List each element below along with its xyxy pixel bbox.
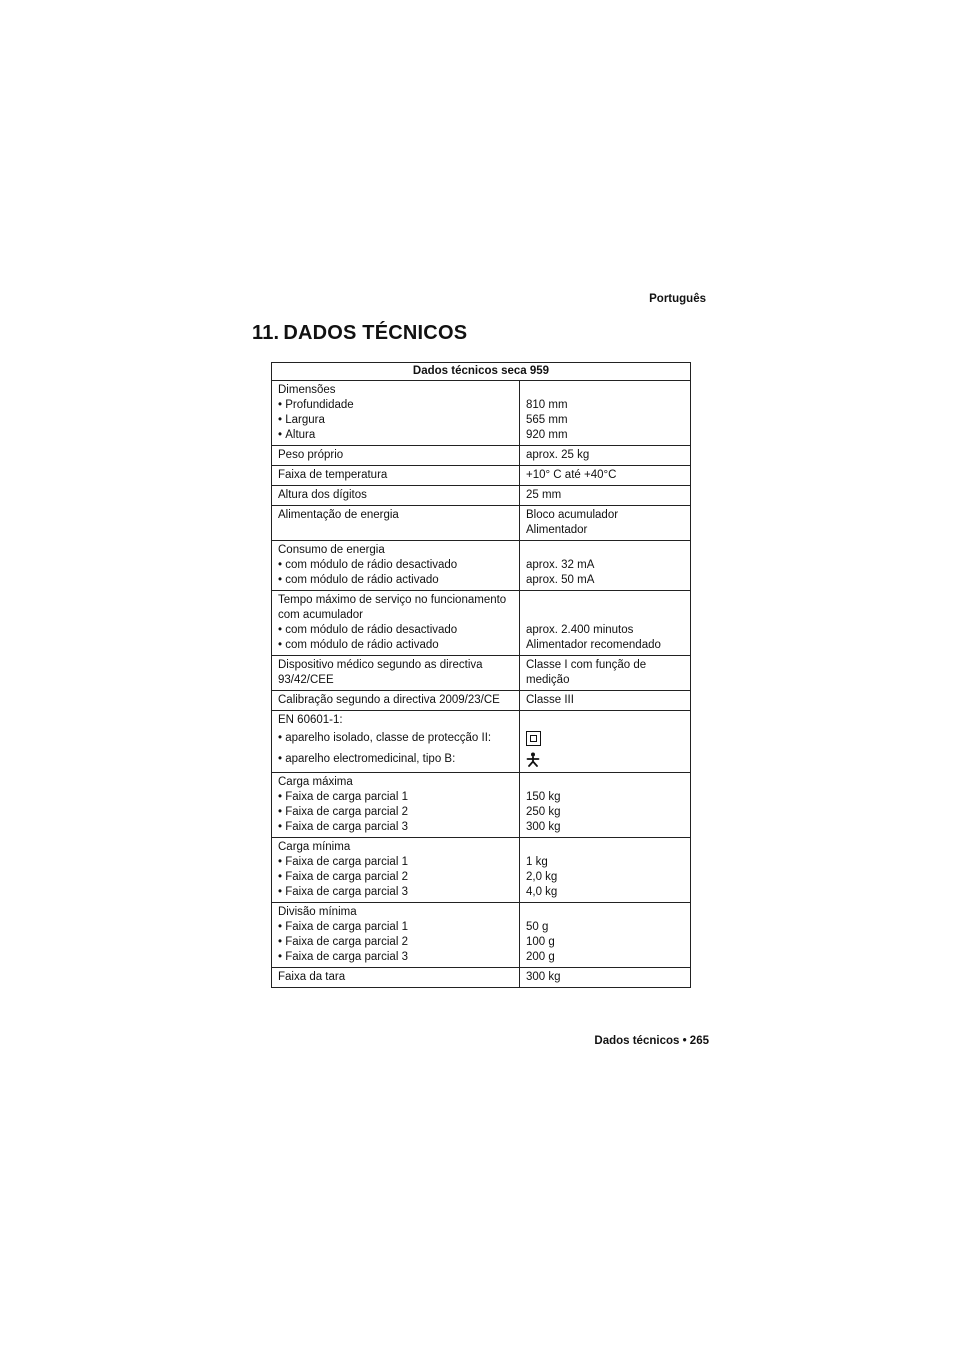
row-value-text: 300 kg [526, 821, 561, 833]
row-label [272, 591, 520, 656]
table-row-digitos [272, 486, 691, 506]
row-item: • aparelho isolado, classe de protecção II: [278, 728, 513, 749]
row-item: • Profundidade [278, 398, 513, 413]
row-value-text: 250 kg [526, 806, 561, 818]
row-label [272, 838, 520, 903]
row-item: • com módulo de rádio desactivado [278, 558, 513, 573]
row-value [520, 838, 691, 903]
table-row-tara [272, 968, 691, 988]
row-value-text: 2,0 kg [526, 871, 558, 883]
section-number: 11. [252, 322, 280, 344]
table-row-carga-maxima [272, 773, 691, 838]
row-item: • Faixa de carga parcial 1 [278, 855, 513, 870]
row-item: • Faixa de carga parcial 2 [278, 935, 513, 950]
table-row-calibracao [272, 691, 691, 711]
row-value-text: 810 mm [526, 399, 568, 411]
row-item: • Largura [278, 413, 513, 428]
row-item: • Faixa de carga parcial 2 [278, 870, 513, 885]
row-label-text: Carga mínima [278, 841, 351, 853]
row-item: • com módulo de rádio activado [278, 573, 513, 588]
row-item: • Faixa de carga parcial 1 [278, 920, 513, 935]
row-value [520, 656, 691, 691]
row-value-text: 200 g [526, 951, 555, 963]
row-value-text: 920 mm [526, 429, 568, 441]
row-item: • Altura [278, 428, 513, 443]
row-label [272, 381, 520, 446]
row-label [272, 711, 520, 773]
row-label-text: Dispositivo médico segundo as directiva [278, 659, 483, 671]
row-label-text: Consumo de energia [278, 544, 385, 556]
row-item: • aparelho electromedicinal, tipo B: [278, 749, 513, 770]
row-value-text: 150 kg [526, 791, 561, 803]
row-value [520, 591, 691, 656]
language-label: Português [649, 293, 706, 305]
row-label-text: Carga máxima [278, 776, 353, 788]
type-b-icon [526, 752, 540, 767]
row-label-text: Dimensões [278, 384, 336, 396]
table-row-dimensoes [272, 381, 691, 446]
row-item: • Faixa de carga parcial 3 [278, 950, 513, 965]
technical-data-table [271, 362, 691, 988]
row-item: • com módulo de rádio desactivado [278, 623, 513, 638]
row-item: • Faixa de carga parcial 3 [278, 820, 513, 835]
row-value [520, 506, 691, 541]
row-value [520, 903, 691, 968]
table-row-divisao-minima [272, 903, 691, 968]
row-value [520, 541, 691, 591]
row-label [272, 656, 520, 691]
row-value-text: Alimentador [526, 524, 588, 536]
row-value-text: 565 mm [526, 414, 568, 426]
row-item: • com módulo de rádio activado [278, 638, 513, 653]
section-heading [252, 322, 467, 345]
row-value-text: aprox. 32 mA [526, 559, 595, 571]
row-value [520, 773, 691, 838]
row-value: aprox. 25 kg [520, 446, 691, 466]
table-row-carga-minima [272, 838, 691, 903]
row-label: Faixa de temperatura [272, 466, 520, 486]
row-value: 300 kg [520, 968, 691, 988]
row-label: Alimentação de energia [272, 506, 520, 541]
row-label-text: Tempo máximo de serviço no funcionamento [278, 594, 507, 606]
row-value-text: 4,0 kg [526, 886, 558, 898]
row-value: +10° C até +40°C [520, 466, 691, 486]
row-label: Faixa da tara [272, 968, 520, 988]
table-row-alimentacao [272, 506, 691, 541]
row-value-text: Alimentador recomendado [526, 639, 661, 651]
row-label [272, 773, 520, 838]
row-value-text: aprox. 50 mA [526, 574, 595, 586]
row-value: Classe III [520, 691, 691, 711]
row-value-text: Classe I com função de [526, 659, 647, 671]
page-footer: Dados técnicos • 265 [594, 1035, 709, 1047]
table-title: Dados técnicos seca 959 [272, 363, 691, 381]
table-row-temperatura [272, 466, 691, 486]
row-label: Calibração segundo a directiva 2009/23/CE [272, 691, 520, 711]
row-value-text: Bloco acumulador [526, 509, 619, 521]
row-value-text: medição [526, 674, 570, 686]
row-value-text: aprox. 2.400 minutos [526, 624, 634, 636]
row-label-text: EN 60601-1: [278, 714, 343, 726]
row-label: Peso próprio [272, 446, 520, 466]
row-label: Altura dos dígitos [272, 486, 520, 506]
row-item: • Faixa de carga parcial 1 [278, 790, 513, 805]
row-label-text: Divisão mínima [278, 906, 357, 918]
table-row-tempo-servico [272, 591, 691, 656]
row-value-text: 50 g [526, 921, 549, 933]
table-row-dispositivo [272, 656, 691, 691]
row-value [520, 711, 691, 773]
row-item: • Faixa de carga parcial 3 [278, 885, 513, 900]
table-row-consumo [272, 541, 691, 591]
class-ii-icon [526, 731, 541, 746]
row-label [272, 903, 520, 968]
row-label [272, 541, 520, 591]
table-row-peso [272, 446, 691, 466]
row-label-text: 93/42/CEE [278, 674, 334, 686]
table-header-row [272, 363, 691, 381]
row-value-text: 100 g [526, 936, 555, 948]
table-row-en60601 [272, 711, 691, 773]
section-title: DADOS TÉCNICOS [283, 322, 468, 344]
row-item: • Faixa de carga parcial 2 [278, 805, 513, 820]
row-value: 25 mm [520, 486, 691, 506]
row-value-text: 1 kg [526, 856, 548, 868]
row-label-text: com acumulador [278, 609, 364, 621]
row-value [520, 381, 691, 446]
